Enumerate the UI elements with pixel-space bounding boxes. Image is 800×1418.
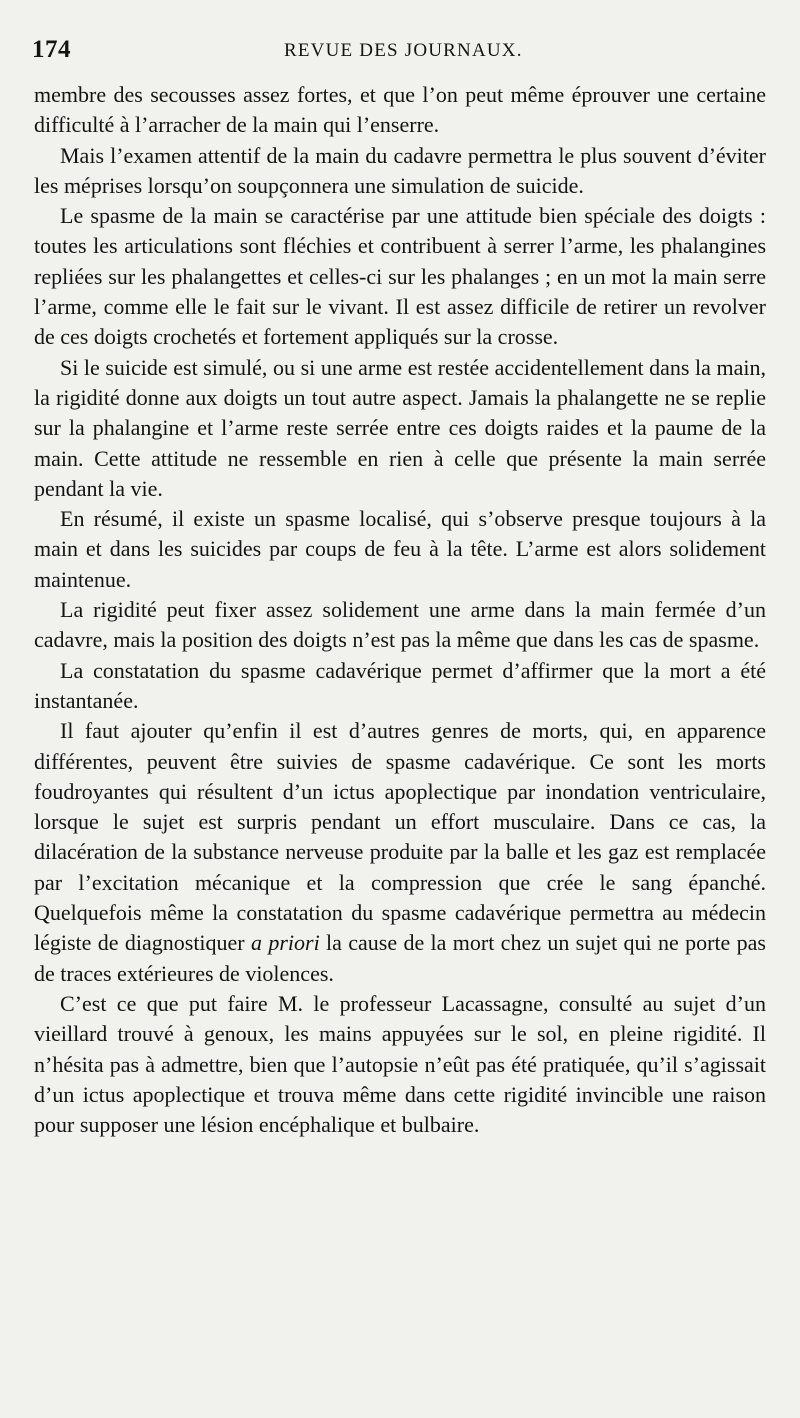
paragraph: La rigidité peut fixer assez solidement une arme dans la main fermée d’un cadavre, mais la position des doigts n’est pas la même que dans les cas de spasme. — [34, 597, 766, 653]
paragraph: Si le suicide est simulé, ou si une arme est restée accidentellement dans la main, la rigidité donne aux doigts un tout autre aspect. Jamais la phalangette ne se replie sur la phalangine et l’arme reste serrée entre ces doigts raides et la paume de la main. Cette attitude ne ressemble en rien à celle que présente la main serrée pendant la vie. — [34, 354, 766, 501]
page-number: 174 — [32, 36, 71, 63]
paragraph-text: la cause de la mort chez un sujet qui ne porte pas de traces extérieures de violences. — [34, 930, 766, 986]
paragraph: Le spasme de la main se caractérise par une attitude bien spéciale des doigts : toutes les articulations sont fléchies et contribuent à serrer l’arme, les phalangines repliées sur les phalangettes et celles-ci sur les phalanges ; en un mot la main serre l’arme, comme elle le fait sur le vivant. Il est assez difficile de retirer un revolver de ces doigts crochetés et fortement appliqués sur la crosse. — [34, 203, 766, 350]
paragraph: En résumé, il existe un spasme localisé, qui s’observe presque toujours à la main et dans les suicides par coups de feu à la tête. L’arme est alors solidement maintenue. — [34, 506, 766, 592]
italic-phrase: a priori — [250, 930, 320, 956]
page-header — [32, 36, 768, 76]
paragraph-with-italic — [34, 716, 766, 989]
paragraph: Mais l’examen attentif de la main du cadavre permettra le plus souvent d’éviter les méprises lorsqu’on soupçonnera une simulation de suicide. — [34, 142, 766, 198]
paragraph-text: Il faut ajouter qu’enfin il est d’autres genres de morts, qui, en apparence différentes, peuvent être suivies de spasme cadavérique. Ce sont les morts foudroyantes qui résultent d’un ictus apoplectique par inondation ventriculaire, lorsque le sujet est surpris pendant un effort musculaire. Dans ce cas, la dilacération de la substance nerveuse produite par la balle et les gaz est remplacée par l’excitation mécanique et la compression que crée le sang épanché. Quelquefois même la constatation du spasme cadavérique permettra au médecin légiste de diagnostiquer — [34, 718, 766, 956]
body-text — [34, 80, 766, 1140]
paragraph-continued: membre des secousses assez fortes, et que l’on peut même éprouver une certaine difficulté à l’arracher de la main qui l’enserre. — [34, 82, 766, 138]
paragraph: C’est ce que put faire M. le professeur Lacassagne, consulté au sujet d’un vieillard trouvé à genoux, les mains appuyées sur le sol, en pleine rigidité. Il n’hésita pas à admettre, bien que l’autopsie n’eût pas été pratiquée, qu’il s’agissait d’un ictus apoplectique et trouva même dans cette rigidité invincible une raison pour supposer une lésion encéphalique et bulbaire. — [34, 990, 766, 1138]
running-head: REVUE DES JOURNAUX. — [284, 40, 523, 61]
paragraph: La constatation du spasme cadavérique permet d’affirmer que la mort a été instantanée. — [34, 657, 766, 713]
